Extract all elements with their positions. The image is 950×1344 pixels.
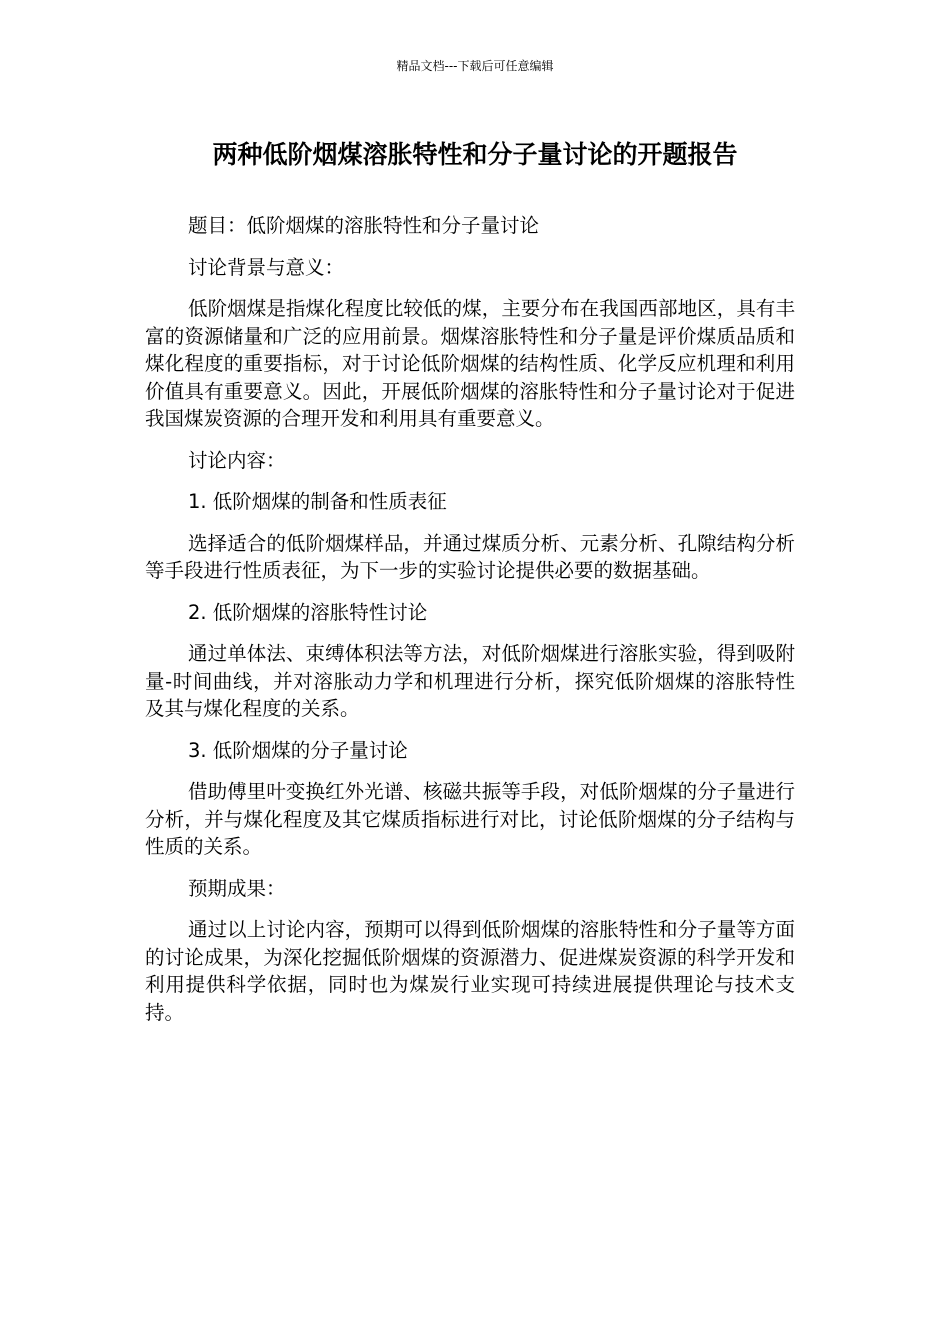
document-body: [145, 212, 795, 1040]
item-paragraph-1: 选择适合的低阶烟煤样品，并通过煤质分析、元素分析、孔隙结构分析等手段进行性质表征，为下一步的实验讨论提供必要的数据基础。: [145, 531, 795, 582]
section-heading-content: 讨论内容：: [188, 448, 286, 472]
topic-line: 题目：低阶烟煤的溶胀特性和分子量讨论: [188, 214, 540, 237]
item-heading-1: 1. 低阶烟煤的制备和性质表征: [188, 490, 447, 513]
section-heading-results: 预期成果：: [188, 876, 286, 900]
results-paragraph: 通过以上讨论内容，预期可以得到低阶烟煤的溶胀特性和分子量等方面的讨论成果，为深化挖掘低阶烟煤的资源潜力、促进煤炭资源的科学开发和利用提供科学依据，同时也为煤炭行业实现可持续进展提供理论与技术支持。: [145, 918, 795, 1024]
section-heading-background: 讨论背景与意义：: [188, 255, 345, 279]
item-paragraph-2: 通过单体法、束缚体积法等方法，对低阶烟煤进行溶胀实验，得到吸附量-时间曲线，并对溶胀动力学和机理进行分析，探究低阶烟煤的溶胀特性及其与煤化程度的关系。: [145, 642, 795, 720]
header-note: 精品文档---下载后可任意编辑: [396, 59, 554, 73]
document-title: 两种低阶烟煤溶胀特性和分子量讨论的开题报告: [212, 140, 738, 169]
item-heading-3: 3. 低阶烟煤的分子量讨论: [188, 738, 408, 762]
item-paragraph-3: 借助傅里叶变换红外光谱、核磁共振等手段，对低阶烟煤的分子量进行分析，并与煤化程度及其它煤质指标进行对比，讨论低阶烟煤的分子结构与性质的关系。: [145, 780, 795, 858]
background-paragraph: 低阶烟煤是指煤化程度比较低的煤，主要分布在我国西部地区，具有丰富的资源储量和广泛的应用前景。烟煤溶胀特性和分子量是评价煤质品质和煤化程度的重要指标，对于讨论低阶烟煤的结构性质、化学反应机理和利用价值具有重要意义。因此，开展低阶烟煤的溶胀特性和分子量讨论对于促进我国煤炭资源的合理开发和利用具有重要意义。: [145, 297, 795, 430]
item-heading-2: 2. 低阶烟煤的溶胀特性讨论: [188, 600, 428, 624]
